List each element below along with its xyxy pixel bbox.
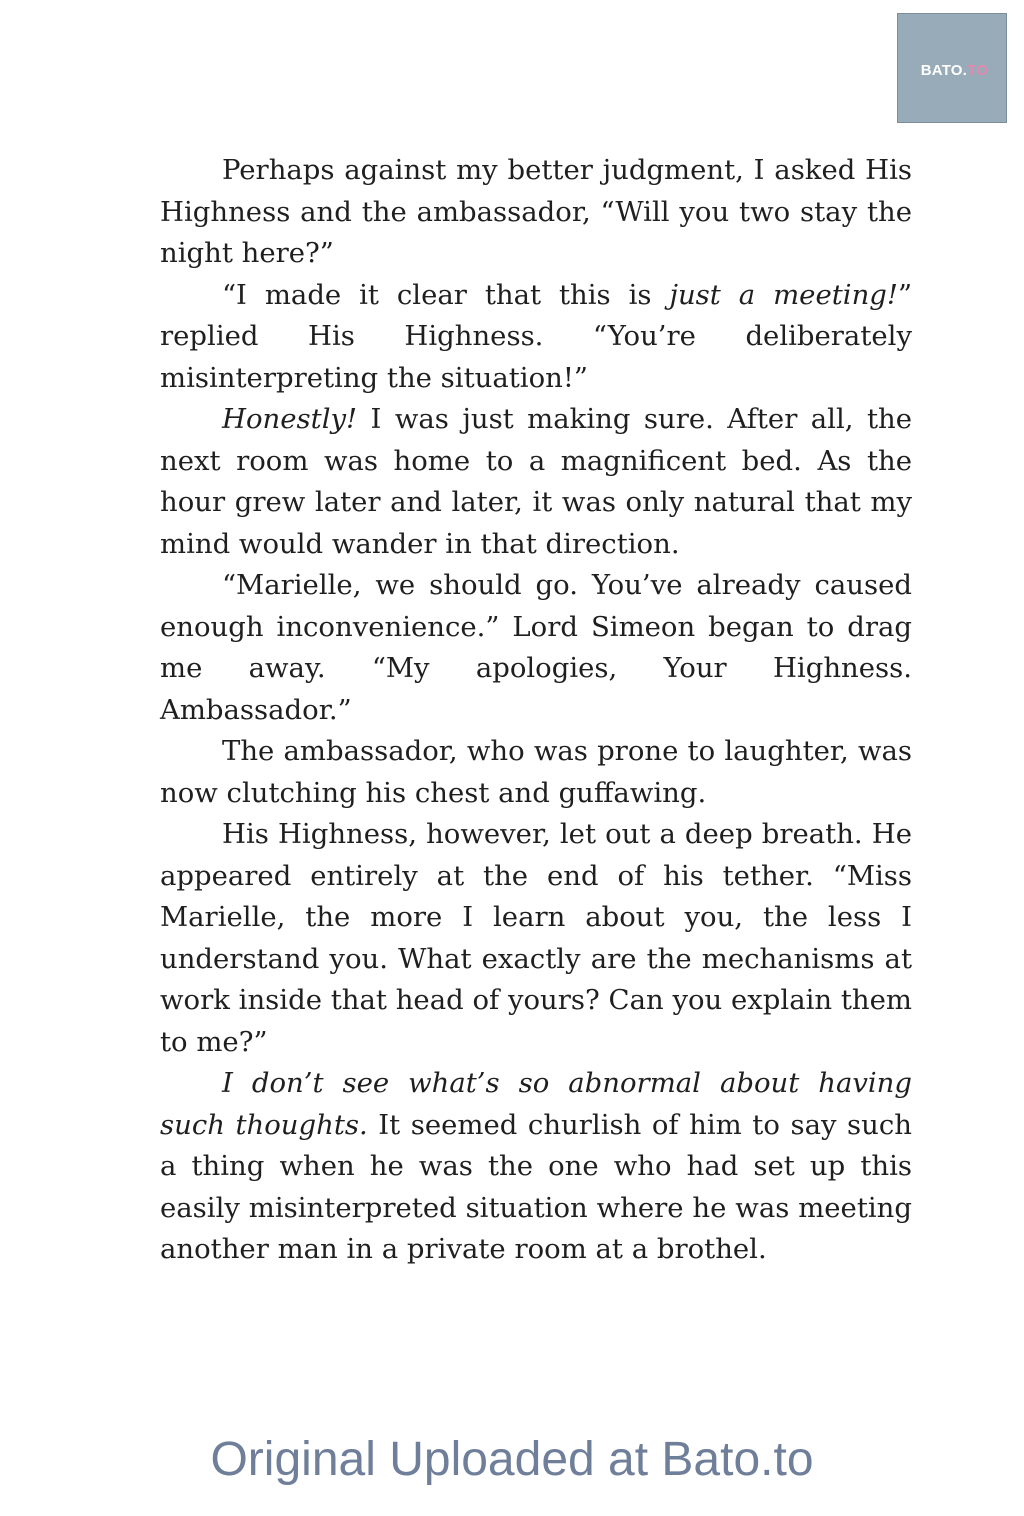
book-page-text bbox=[160, 150, 912, 1271]
paragraph bbox=[160, 565, 912, 731]
paragraph bbox=[160, 150, 912, 275]
watermark-badge-accent: TO bbox=[967, 62, 988, 79]
italic-text-run: just a meeting! bbox=[669, 278, 898, 311]
upload-credit-footer: Original Uploaded at Bato.to bbox=[210, 1433, 814, 1486]
text-run: “I made it clear that this is bbox=[222, 278, 670, 311]
watermark-badge-text: BATO.TO bbox=[920, 62, 988, 79]
text-run: I was just making sure. After all, the next room was home to a magnificent bed. As the hour grew later and later, it was only natural that my mind would wander in that direction. bbox=[160, 403, 912, 560]
paragraph bbox=[160, 399, 912, 565]
text-run: It seemed churlish of him to say such a thing when he was the one who had set up this easily misinterpreted situation where he was meeting another man in a private room at a brothel. bbox=[160, 1108, 912, 1265]
text-run: “Marielle, we should go. You’ve already caused enough inconvenience.” Lord Simeon began to drag me away. “My apologies, Your Highness. Ambassador.” bbox=[160, 569, 912, 726]
text-run: His Highness, however, let out a deep breath. He appeared entirely at the end of his tether. “Miss Marielle, the more I learn about you, the less I understand you. What exactly are the mechanisms at work inside that head of yours? Can you explain them to me?” bbox=[160, 818, 912, 1058]
watermark-badge bbox=[897, 13, 1007, 123]
text-run: Perhaps against my better judgment, I asked His Highness and the ambassador, “Will you two stay the night here?” bbox=[160, 154, 912, 269]
paragraph bbox=[160, 731, 912, 814]
text-run: ” replied His Highness. “You’re deliberately misinterpreting the situation!” bbox=[160, 278, 912, 394]
paragraph bbox=[160, 814, 912, 1063]
italic-text-run: Honestly! bbox=[222, 403, 358, 435]
italic-text-run: I don’t see what’s so abnormal about having such thoughts. bbox=[160, 1067, 912, 1141]
text-run: The ambassador, who was prone to laughter, was now clutching his chest and guffawing. bbox=[160, 735, 912, 809]
paragraph bbox=[160, 1063, 912, 1271]
paragraph bbox=[160, 275, 912, 400]
